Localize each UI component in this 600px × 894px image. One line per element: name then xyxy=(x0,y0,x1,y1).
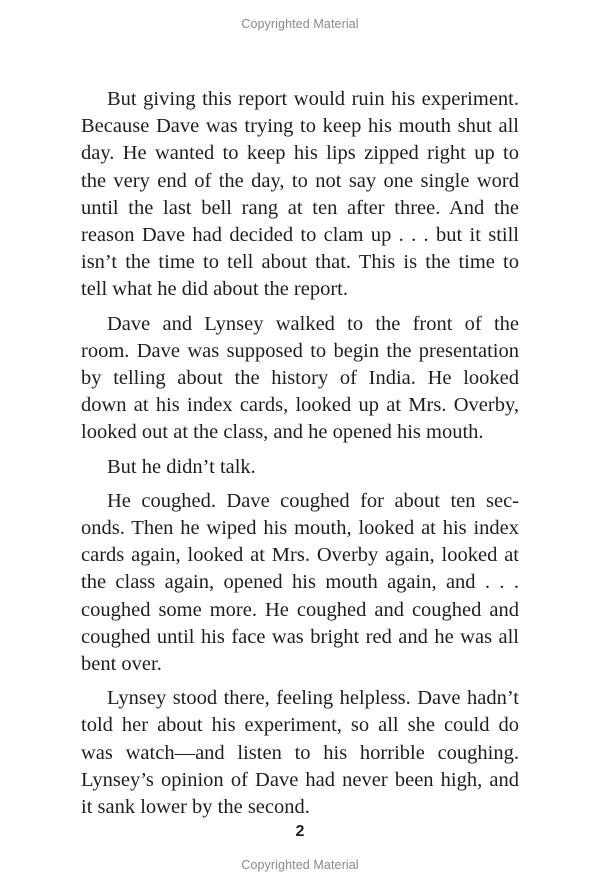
text-line: onds. Then he wiped his mouth, looked at his index xyxy=(81,517,519,540)
copyright-watermark-top: Copyrighted Material xyxy=(241,17,359,31)
text-line: reason Dave had decided to clam up . . . but it still xyxy=(81,224,519,247)
copyright-watermark-bottom: Copyrighted Material xyxy=(241,858,359,872)
text-line: looked out at the class, and he opened his mouth. xyxy=(81,421,484,444)
text-line: the very end of the day, to not say one single word xyxy=(81,169,519,192)
text-line: by telling about the history of India. He looked xyxy=(81,367,519,390)
text-line: bent over. xyxy=(81,653,162,676)
text-line: But giving this report would ruin his experiment. xyxy=(107,88,519,110)
text-line: told her about his experiment, so all she could do xyxy=(81,714,519,737)
text-line: cards again, looked at Mrs. Overby again, looked at xyxy=(81,544,519,567)
text-line: But he didn’t talk. xyxy=(107,455,256,478)
body-text xyxy=(81,86,519,828)
text-line: He coughed. Dave coughed for about ten sec- xyxy=(107,489,519,512)
text-line: room. Dave was supposed to begin the presentation xyxy=(81,339,519,362)
paragraph xyxy=(81,311,519,447)
text-line: the class again, opened his mouth again, and . . . xyxy=(81,571,519,594)
text-line: tell what he did about the report. xyxy=(81,278,348,301)
text-line: it sank lower by the second. xyxy=(81,796,310,819)
text-line: coughed until his face was bright red and he was all xyxy=(81,625,519,648)
text-line: isn’t the time to tell about that. This is the time to xyxy=(81,251,519,274)
paragraph xyxy=(81,86,519,304)
page-number: 2 xyxy=(295,823,305,840)
paragraph xyxy=(81,488,519,678)
text-line: Dave and Lynsey walked to the front of the xyxy=(107,312,519,335)
text-line: Lynsey stood there, feeling helpless. Dave hadn’t xyxy=(107,687,519,710)
text-line: was watch—and listen to his horrible coughing. xyxy=(81,741,519,764)
text-line: Because Dave was trying to keep his mouth shut all xyxy=(81,115,519,138)
text-line: day. He wanted to keep his lips zipped right up to xyxy=(81,142,519,165)
text-line: coughed some more. He coughed and coughed and xyxy=(81,598,519,621)
paragraph xyxy=(81,685,519,821)
text-line: until the last bell rang at ten after three. And the xyxy=(81,196,519,219)
paragraph xyxy=(81,454,519,481)
text-line: Lynsey’s opinion of Dave had never been high, and xyxy=(81,768,519,791)
text-line: down at his index cards, looked up at Mrs. Overby, xyxy=(81,394,519,417)
